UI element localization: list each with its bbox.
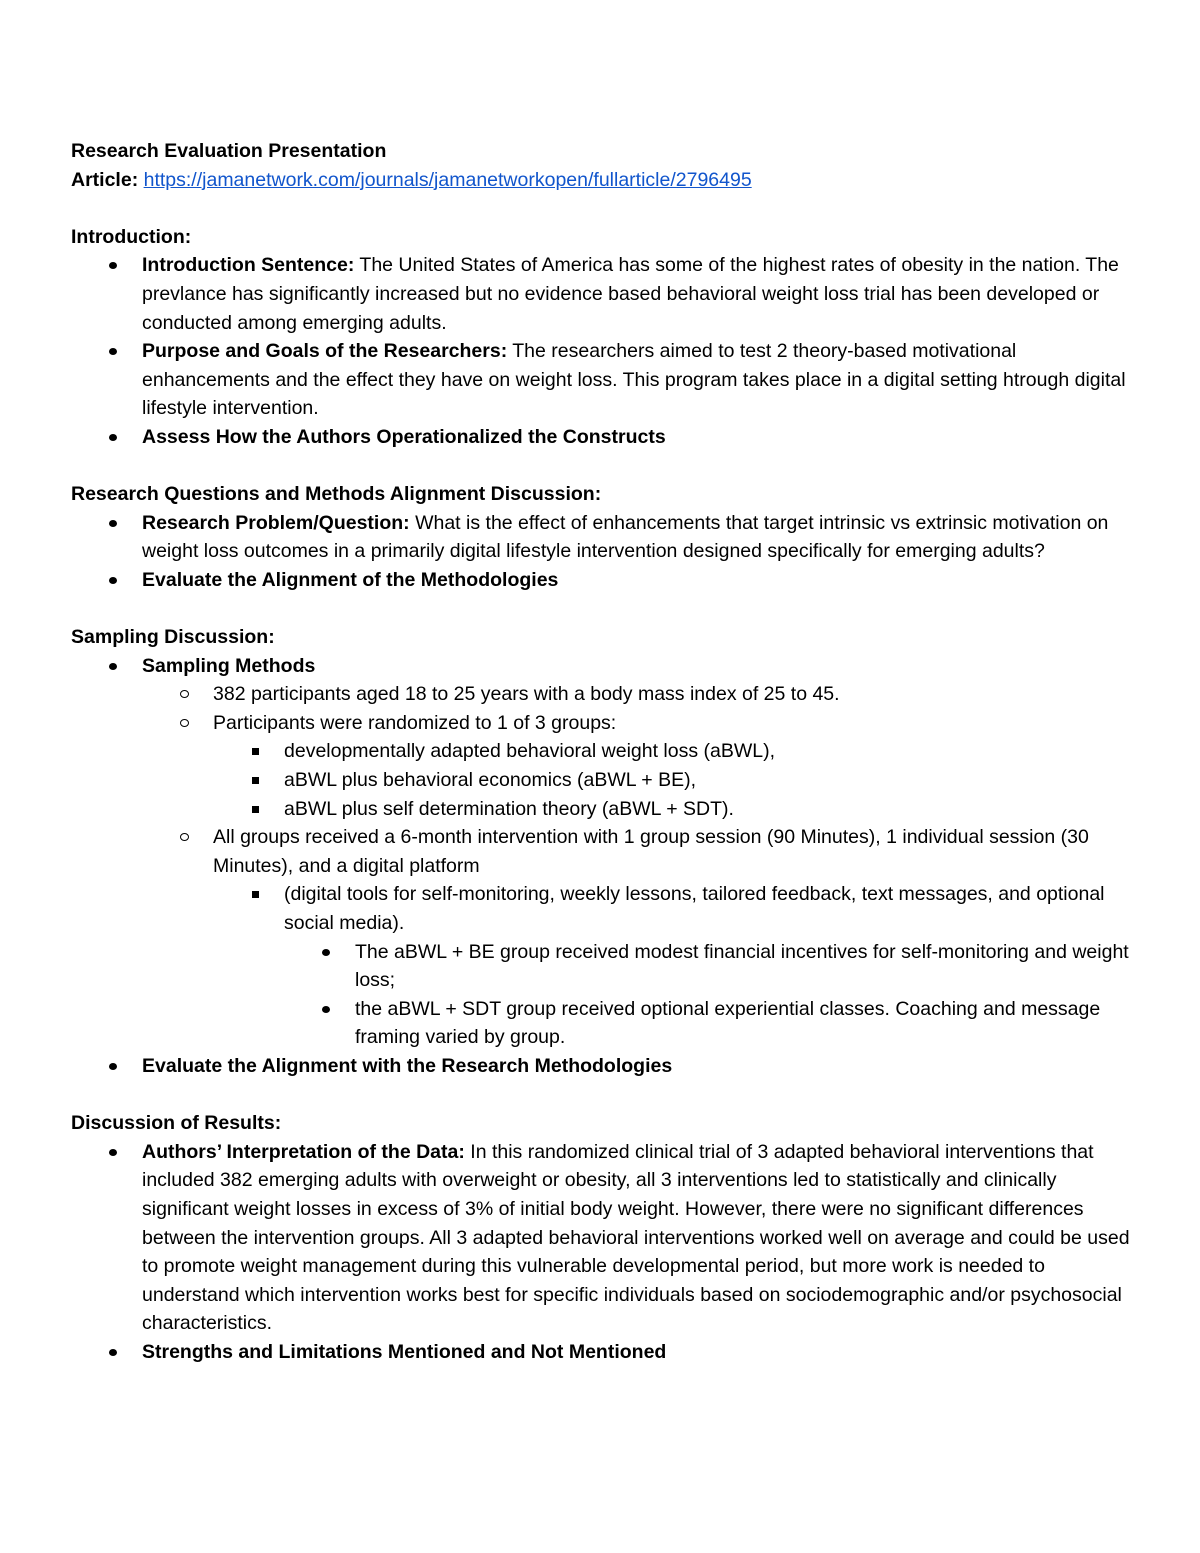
item-label: Evaluate the Alignment with the Research Methodologies bbox=[142, 1055, 673, 1077]
item-label: Assess How the Authors Operationalized the Constructs bbox=[142, 425, 666, 448]
list-item bbox=[71, 337, 1141, 423]
article-line bbox=[71, 166, 1141, 195]
document-title: Research Evaluation Presentation bbox=[71, 140, 387, 162]
item-text: In this randomized clinical trial of 3 adapted behavioral interventions that included 382 emerging adults with overweight or obesity, all 3 interventions led to statistically and clinically significant weight losses in excess of 3% of initial body weight. However, there were no significant differences between the intervention groups. All 3 adapted behavioral interventions worked well on average and could be used to promote weight management during this vulnerable developmental period, but more work is needed to understand which intervention works best for specific individuals based on sociodemographic and/or psychosocial characteristics. bbox=[142, 1140, 1130, 1335]
item-label: Purpose and Goals of the Researchers: bbox=[142, 340, 508, 363]
article-link[interactable]: https://jamanetwork.com/journals/jamanetworkopen/fullarticle/2796495 bbox=[143, 168, 752, 191]
item-label: Authors’ Interpretation of the Data: bbox=[142, 1140, 465, 1163]
list-item bbox=[71, 1052, 1141, 1081]
item-text: All groups received a 6-month intervention with 1 group session (90 Minutes), 1 individual session (30 Minutes), and a digital platform bbox=[213, 826, 1089, 877]
list-item bbox=[71, 652, 1141, 1052]
list-item bbox=[142, 709, 1141, 823]
list-item bbox=[213, 737, 1141, 766]
list-item bbox=[213, 880, 1141, 1052]
list-item bbox=[213, 795, 1141, 824]
item-text: The aBWL + BE group received modest financial incentives for self-monitoring and weight loss; bbox=[355, 940, 1129, 992]
introduction-list bbox=[71, 251, 1141, 451]
item-text: (digital tools for self-monitoring, weekly lessons, tailored feedback, text messages, and optional social media). bbox=[284, 883, 1105, 935]
item-text: What is the effect of enhancements that target intrinsic vs extrinsic motivation on weight loss outcomes in a primarily digital lifestyle intervention designed specifically for emerging adults? bbox=[142, 511, 1109, 563]
item-text: the aBWL + SDT group received optional experiential classes. Coaching and message framing varied by group. bbox=[355, 997, 1101, 1049]
list-item bbox=[71, 1138, 1141, 1338]
group-details-list bbox=[284, 938, 1141, 1052]
list-item bbox=[71, 423, 1141, 452]
list-item bbox=[142, 680, 1141, 709]
sampling-list bbox=[71, 652, 1141, 1081]
sampling-methods-label: Sampling Methods bbox=[142, 654, 316, 677]
item-text: aBWL plus behavioral economics (aBWL + BE), bbox=[284, 769, 697, 792]
item-text: developmentally adapted behavioral weight loss (aBWL), bbox=[284, 740, 776, 763]
item-label: Research Problem/Question: bbox=[142, 511, 410, 534]
sampling-sub-list bbox=[142, 680, 1141, 1052]
platform-list bbox=[213, 880, 1141, 1052]
research-questions-heading: Research Questions and Methods Alignment Discussion: bbox=[71, 483, 602, 506]
results-list bbox=[71, 1138, 1141, 1367]
results-heading: Discussion of Results: bbox=[71, 1112, 282, 1135]
list-item bbox=[142, 823, 1141, 1052]
item-text: The United States of America has some of the highest rates of obesity in the nation. The prevlance has significantly increased but no evidence based behavioral weight loss trial has been developed or conducted among emerging adults. bbox=[142, 254, 1119, 334]
item-label: Strengths and Limitations Mentioned and Not Mentioned bbox=[142, 1340, 667, 1363]
introduction-heading: Introduction: bbox=[71, 225, 192, 248]
list-item bbox=[284, 995, 1141, 1052]
groups-list bbox=[213, 737, 1141, 823]
article-label: Article: bbox=[71, 168, 139, 191]
list-item bbox=[71, 1338, 1141, 1367]
research-questions-list bbox=[71, 509, 1141, 595]
item-text: The researchers aimed to test 2 theory-based motivational enhancements and the effect they have on weight loss. This program takes place in a digital setting htrough digital lifestyle intervention. bbox=[142, 340, 1126, 420]
list-item bbox=[71, 566, 1141, 595]
item-text: Participants were randomized to 1 of 3 groups: bbox=[213, 711, 617, 734]
list-item bbox=[213, 766, 1141, 795]
list-item bbox=[284, 938, 1141, 995]
list-item bbox=[71, 509, 1141, 566]
item-text: 382 participants aged 18 to 25 years with a body mass index of 25 to 45. bbox=[213, 683, 840, 706]
item-label: Introduction Sentence: bbox=[142, 254, 355, 277]
list-item bbox=[71, 251, 1141, 337]
document-body bbox=[71, 137, 1141, 1367]
item-label: Evaluate the Alignment of the Methodologies bbox=[142, 568, 559, 591]
sampling-heading: Sampling Discussion: bbox=[71, 626, 275, 649]
item-text: aBWL plus self determination theory (aBWL + SDT). bbox=[284, 797, 734, 820]
